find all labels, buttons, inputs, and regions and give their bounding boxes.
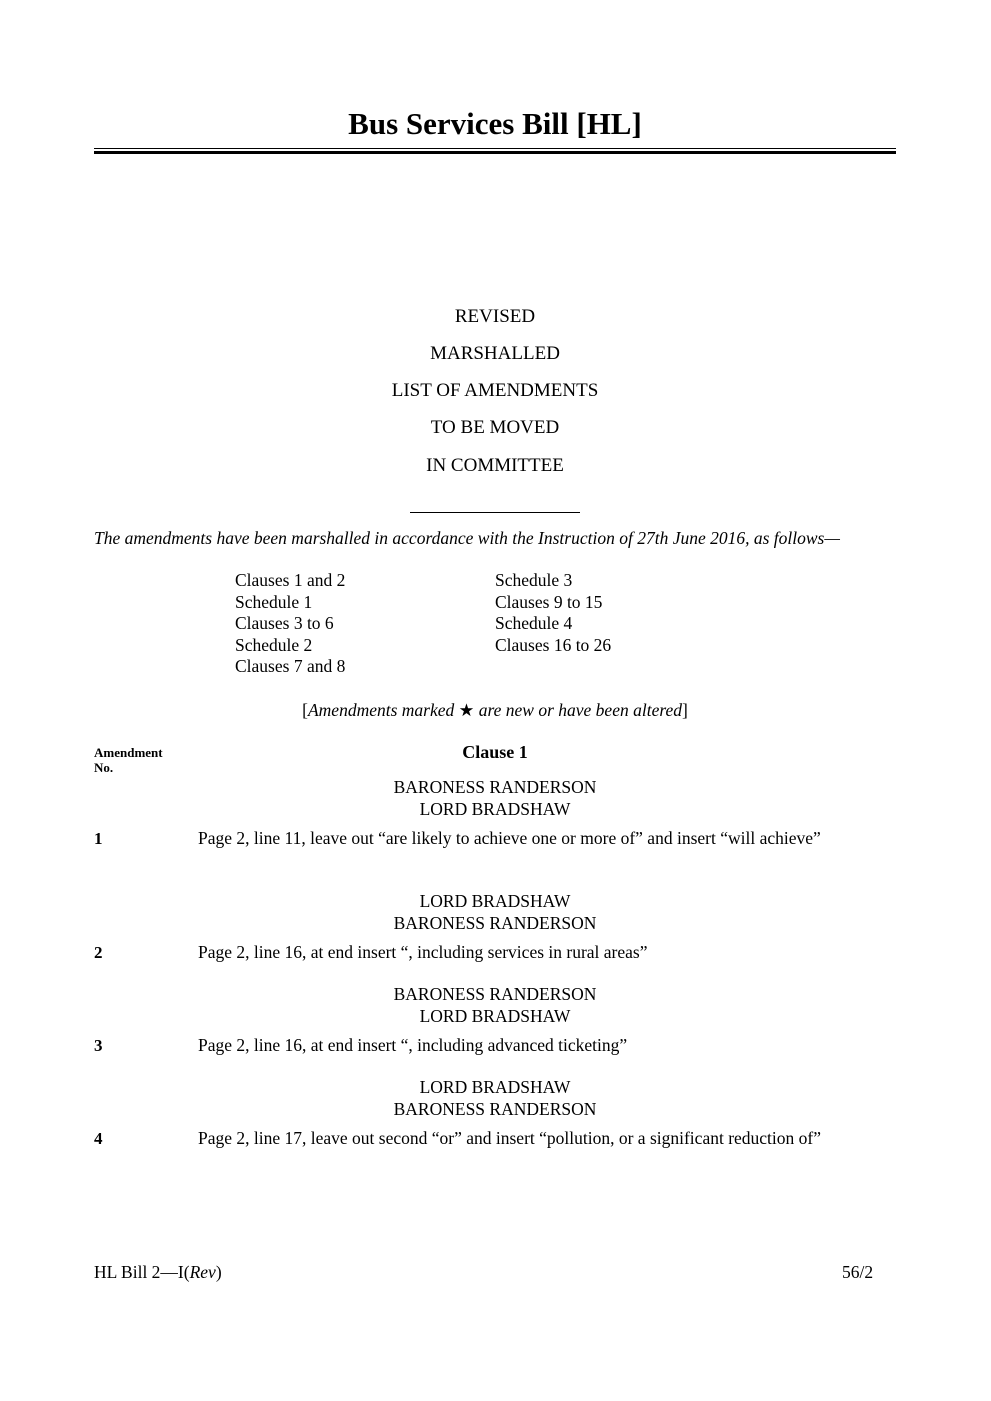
order-item: Schedule 3	[495, 570, 573, 590]
bill-reference	[94, 1262, 222, 1283]
heading-line: REVISED	[454, 306, 536, 327]
amendment-number: 4	[94, 1129, 103, 1148]
clause-heading: Clause 1	[462, 742, 528, 762]
amendment-text: Page 2, line 11, leave out “are likely to achieve one or more of” and insert “will achieve”	[198, 828, 821, 848]
amendment-movers	[94, 891, 896, 934]
bill-ref-end: )	[215, 1262, 222, 1282]
amendment-movers	[94, 777, 896, 820]
order-item: Schedule 4	[495, 613, 573, 633]
order-item: Clauses 1 and 2	[235, 570, 346, 590]
section-divider	[410, 512, 580, 513]
mover-name: BARONESS RANDERSON	[393, 984, 597, 1004]
order-item: Schedule 1	[235, 591, 313, 612]
heading-line: TO BE MOVED	[430, 417, 560, 438]
intro-paragraph: The amendments have been marshalled in accordance with the Instruction of 27th June 2016, as follows—	[94, 528, 840, 548]
heading-line: IN COMMITTEE	[426, 455, 564, 476]
mover-name: BARONESS RANDERSON	[393, 1098, 597, 1119]
page-title: Bus Services Bill [HL]	[348, 106, 642, 141]
order-item: Clauses 9 to 15	[495, 591, 603, 612]
mover-name: LORD BRADSHAW	[419, 1005, 571, 1026]
amendment-text: Page 2, line 17, leave out second “or” and insert “pollution, or a significant reduction of”	[198, 1128, 822, 1148]
mover-name: LORD BRADSHAW	[419, 891, 571, 911]
order-item: Clauses 7 and 8	[235, 656, 346, 676]
order-item: Clauses 16 to 26	[495, 634, 612, 655]
order-item: Schedule 2	[235, 634, 313, 655]
heading-line: LIST OF AMENDMENTS	[391, 380, 599, 401]
amendments-note: [Amendments marked ★ are new or have been altered]	[302, 700, 688, 720]
amendment-text: Page 2, line 16, at end insert “, including advanced ticketing”	[198, 1035, 628, 1055]
amendment-text: Page 2, line 16, at end insert “, including services in rural areas”	[198, 942, 648, 962]
mover-name: LORD BRADSHAW	[419, 798, 571, 819]
star-icon: ★	[458, 700, 475, 720]
mover-name: BARONESS RANDERSON	[393, 777, 597, 797]
amendment-movers	[94, 1077, 896, 1120]
page-number: 56/2	[842, 1262, 874, 1282]
title-rule-thin	[94, 148, 896, 149]
title-rule-thick	[94, 151, 896, 154]
order-item: Clauses 3 to 6	[235, 613, 334, 633]
heading-line: MARSHALLED	[430, 343, 560, 364]
note-text-before: Amendments marked	[307, 700, 459, 720]
mover-name: LORD BRADSHAW	[419, 1077, 571, 1097]
amendment-number: 1	[94, 829, 103, 848]
amendment-number: 2	[94, 943, 103, 962]
amendment-number: 3	[94, 1036, 103, 1055]
amendment-label-line: Amendment	[94, 745, 163, 760]
bill-ref-text: HL Bill 2—I(	[94, 1262, 190, 1282]
order-list-right	[495, 570, 611, 656]
bill-ref-rev: Rev	[189, 1262, 216, 1282]
note-text-after: are new or have been altered	[474, 700, 683, 720]
mover-name: BARONESS RANDERSON	[393, 912, 597, 933]
amendment-label-line: No.	[94, 760, 114, 775]
amendment-movers	[94, 984, 896, 1027]
order-list-left	[235, 570, 345, 678]
